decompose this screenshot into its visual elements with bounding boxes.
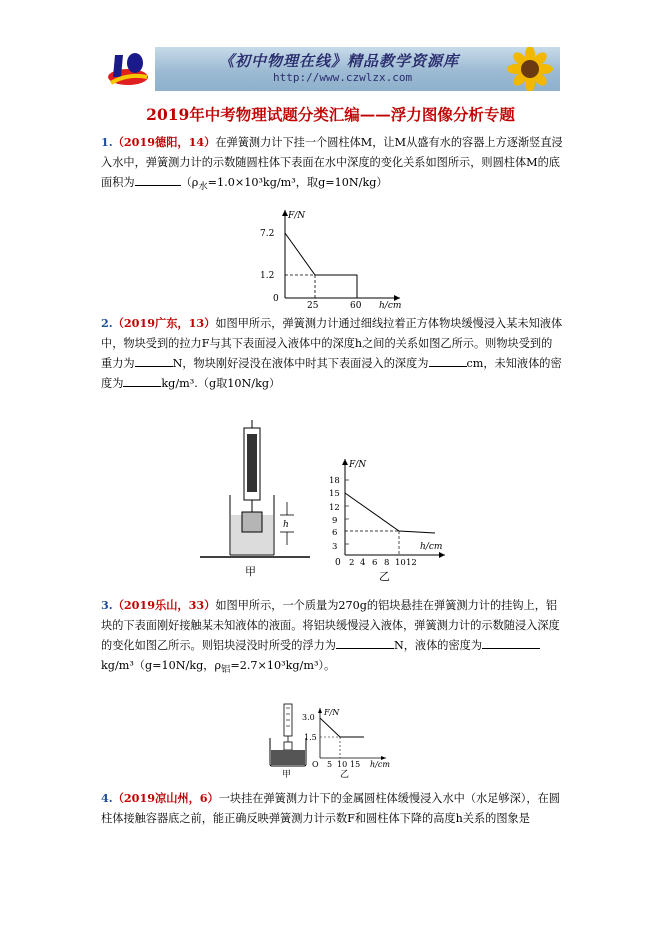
question-source: （2019凉山州，6） — [112, 791, 219, 805]
y-axis-label: F/N — [288, 211, 306, 221]
cube-block — [242, 512, 262, 532]
svg-text:15: 15 — [350, 760, 361, 769]
svg-text:h/cm: h/cm — [420, 542, 443, 552]
q1-chart — [255, 205, 415, 310]
figure-label-jia: 甲 — [245, 565, 256, 578]
x-axis-label: h/cm — [379, 301, 402, 310]
question-3: 3.（2019乐山，33）如图甲所示，一个质量为270g的铝块悬挂在弹簧测力计的挂钩上，铝块的下表面刚好接触某未知液体的液面。将铝块缓慢浸入液体，弹簧测力计的示数随浸入深度的变化如图乙所示。则铝块浸没时所受的浮力为 N，液体的密度为kg/m³（g=10N/kg，$\rho_铝=2.7\times 10^3kg/m^3$）。 — [101, 598, 560, 676]
sunflower-icon — [500, 47, 560, 91]
question-1: 1.（2019德阳，14）在弹簧测力计下挂一个圆柱体M，让M从盛有水的容器上方逐渐竖直浸入水中，弹簧测力计的示数随圆柱体下表面在水中深度的变化关系如图所示，则圆柱体M的底面积为 （$\rho_水=1.0\times 10^3kg/m^3$，取g=10N/kg） — [101, 135, 563, 193]
banner-url: http://www.czwlzx.com — [273, 71, 413, 84]
figure-label-yi: 乙 — [340, 770, 350, 780]
answer-blank[interactable] — [429, 354, 467, 367]
question-source: （2019乐山，33） — [112, 598, 216, 612]
header-banner — [101, 47, 560, 91]
svg-text:5: 5 — [327, 760, 333, 769]
spring-coil — [247, 434, 257, 492]
origin-label: 0 — [273, 294, 279, 304]
answer-blank[interactable] — [482, 636, 540, 649]
force-curve — [285, 233, 357, 298]
svg-text:O: O — [312, 760, 319, 769]
svg-text:6: 6 — [372, 558, 378, 568]
answer-blank[interactable] — [123, 374, 161, 387]
svg-text:15: 15 — [329, 489, 340, 499]
svg-text:3.0: 3.0 — [302, 713, 315, 722]
x-tick-label: 25 — [307, 301, 319, 310]
answer-blank[interactable] — [336, 636, 394, 649]
figure-label-yi: 乙 — [379, 570, 390, 583]
svg-text:12: 12 — [406, 558, 417, 568]
force-curve — [345, 493, 435, 533]
figure-label-jia: 甲 — [282, 770, 292, 778]
question-text: 一块挂在弹簧测力计下的金属圆柱体缓慢浸入水中（水足够深），在圆柱体接触容器底之前，能正确反映弹簧测力计示数F和圆柱体下降的高度h关系的图象是 — [101, 792, 560, 825]
aluminum-block — [284, 742, 292, 750]
question-number: 2. — [101, 316, 113, 330]
svg-text:F/N: F/N — [324, 708, 340, 717]
question-number: 4. — [101, 791, 113, 805]
svg-text:8: 8 — [384, 558, 390, 568]
q2-chart — [325, 455, 455, 583]
question-2: 2.（2019广东，13）如图甲所示，弹簧测力计通过细线拉着正方体物块缓慢浸入某未知液体中，物块受到的拉力F与其下表面浸入液体中的深度h之间的关系如图乙所示。则物块受到的重力为 N，物块刚好浸没在液体中时其下表面浸入的深度为 cm，未知液体的密度为 kg/m³.（g取10N/kg） — [101, 316, 563, 390]
svg-text:1.5: 1.5 — [304, 733, 317, 742]
question-number: 1. — [101, 135, 113, 149]
page-title: 2019年中考物理试题分类汇编——浮力图像分析专题 — [146, 105, 515, 124]
question-text: 如图甲所示，弹簧测力计通过细线拉着正方体物块缓慢浸入某未知液体中，物块受到的拉力F与其下表面浸入液体中的深度h之间的关系如图乙所示。则物块受到的重力为 — [101, 317, 563, 370]
svg-text:0: 0 — [335, 558, 341, 568]
x-tick-label: 60 — [350, 301, 362, 310]
question-text: 在弹簧测力计下挂一个圆柱体M，让M从盛有水的容器上方逐渐竖直浸入水中，弹簧测力计的示数随圆柱体下表面在水中深度的变化关系如图所示，则圆柱体M的底面积为 — [101, 136, 563, 189]
svg-text:2: 2 — [349, 558, 355, 568]
force-curve — [320, 718, 364, 737]
svg-text:3: 3 — [332, 542, 338, 552]
svg-text:10: 10 — [395, 558, 406, 568]
question-4 — [101, 788, 563, 829]
svg-text:h/cm: h/cm — [370, 760, 390, 769]
y-tick-label: 7.2 — [260, 229, 275, 239]
svg-text:F/N: F/N — [349, 460, 367, 470]
svg-text:10: 10 — [337, 760, 348, 769]
h-label: h — [283, 520, 289, 530]
svg-text:12: 12 — [329, 503, 340, 513]
question-source: （2019广东，13） — [112, 316, 216, 330]
question-number: 3. — [101, 598, 113, 612]
y-tick-label: 1.2 — [260, 271, 275, 281]
answer-blank[interactable] — [135, 354, 173, 367]
answer-blank[interactable] — [135, 173, 181, 186]
q2-apparatus-figure — [200, 420, 310, 580]
question-source: （2019德阳，14） — [112, 135, 216, 149]
banner-title: 《初中物理在线》精品教学资源库 — [219, 52, 460, 70]
svg-text:18: 18 — [329, 476, 340, 486]
svg-text:4: 4 — [360, 558, 366, 568]
svg-text:6: 6 — [332, 528, 338, 538]
logo-icon — [101, 47, 155, 91]
question-text: 如图甲所示，一个质量为270g的铝块悬挂在弹簧测力计的挂钩上，铝块的下表面刚好接触某未知液体的液面。将铝块缓慢浸入液体，弹簧测力计的示数随浸入深度的变化如图乙所示。则铝块浸没时所受的浮力为 — [101, 599, 560, 652]
q3-chart — [298, 706, 398, 780]
svg-text:9: 9 — [332, 516, 338, 526]
